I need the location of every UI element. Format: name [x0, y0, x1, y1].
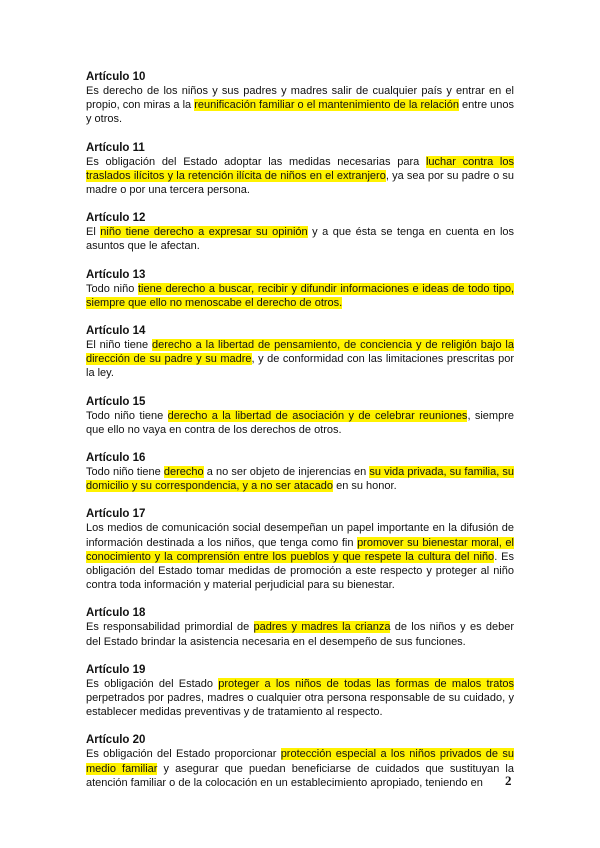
article-title: Artículo 12 [86, 212, 146, 225]
body-text: , y de conformidad con las limitaciones prescritas por la ley. [86, 353, 514, 380]
article-body [86, 225, 514, 253]
article-body [86, 282, 514, 310]
body-text: en su honor. [333, 480, 397, 493]
highlighted-text: padres y madres la crianza [253, 621, 391, 634]
article-block [86, 507, 514, 592]
highlighted-text: tiene derecho a buscar, recibir y difundir informaciones e ideas de todo tipo, siempre que ello no menoscabe el derecho de otros. [86, 282, 514, 309]
articles-list [86, 70, 514, 804]
body-text: Todo niño tiene [86, 409, 168, 422]
article-block [86, 395, 514, 437]
article-title: Artículo 17 [86, 508, 146, 521]
body-text: y a que ésta se tenga en cuenta en los asuntos que le afectan. [86, 226, 515, 253]
body-text: , siempre que ello no vaya en contra de los derechos de otros. [86, 409, 514, 436]
article-title: Artículo 18 [86, 607, 146, 620]
highlighted-text: promover su bienestar moral, el conocimiento y la comprensión entre los pueblos y que respete la cultura del niño [86, 536, 514, 563]
article-body [86, 521, 514, 592]
article-body [86, 465, 514, 493]
highlighted-text: su vida privada, su familia, su domicilio y su correspondencia, y a no ser atacado [86, 466, 514, 493]
article-block [86, 733, 514, 790]
highlighted-text: derecho a la libertad de pensamiento, de conciencia y de religión bajo la dirección de su padre y su madre [86, 339, 514, 366]
body-text: entre unos y otros. [86, 99, 515, 126]
article-title: Artículo 15 [86, 395, 146, 408]
article-block [86, 70, 514, 127]
body-text: perpetrados por padres, madres o cualquier otra persona responsable de su cuidado, y establecer medidas preventivas y de tratamiento al respecto. [86, 692, 514, 719]
article-block [86, 324, 514, 381]
article-block [86, 451, 514, 493]
article-block [86, 268, 514, 310]
article-block [86, 606, 514, 648]
body-text: El [86, 226, 101, 239]
article-title: Artículo 19 [86, 663, 146, 676]
highlighted-text: proteger a los niños de todas las formas de malos tratos [218, 677, 515, 690]
page-number: 2 [505, 773, 512, 788]
article-block [86, 211, 514, 253]
article-body [86, 677, 514, 720]
body-text: de los niños y es deber del Estado brindar la asistencia necesaria en el desempeño de sus funciones. [86, 621, 514, 648]
article-body [86, 155, 514, 198]
article-title: Artículo 16 [86, 452, 146, 465]
highlighted-text: derecho a la libertad de asociación y de celebrar reuniones [167, 409, 468, 422]
article-body [86, 620, 514, 648]
body-text: Es obligación del Estado [86, 677, 219, 690]
body-text: El niño tiene [86, 339, 153, 352]
highlighted-text: reunificación familiar o el mantenimiento de la relación [194, 99, 459, 112]
body-text: Es obligación del Estado adoptar las medidas necesarias para [86, 155, 426, 168]
body-text: , ya sea por su padre o su madre o por una tercera persona. [86, 169, 515, 197]
article-title: Artículo 11 [86, 141, 145, 154]
highlighted-text: protección especial a los niños privados de su medio familiar [86, 748, 514, 775]
body-text: a no ser objeto de injerencias en [203, 466, 370, 479]
article-title: Artículo 14 [86, 325, 146, 338]
article-title: Artículo 10 [86, 71, 146, 83]
body-text: Todo niño tiene [86, 466, 164, 479]
article-body [86, 84, 514, 127]
body-text: y asegurar que puedan beneficiarse de cuidados que sustituyan la atención familiar o de la colocación en un establecimiento apropiado, teniendo en [86, 762, 514, 789]
article-body [86, 409, 514, 437]
body-text: Los medios de comunicación social desempeñan un papel importante en la difusión de información destinada a los niños, que tenga como fin [86, 522, 514, 549]
highlighted-text: derecho [163, 466, 204, 479]
article-block [86, 663, 514, 720]
article-block [86, 141, 514, 198]
highlighted-text: luchar contra los traslados ilícitos y la retención ilícita de niños en el extranjero [86, 155, 514, 182]
article-title: Artículo 13 [86, 268, 146, 281]
article-title: Artículo 20 [86, 734, 146, 747]
body-text: Es obligación del Estado proporcionar [86, 748, 281, 761]
highlighted-text: niño tiene derecho a expresar su opinión [100, 226, 308, 239]
body-text: Es derecho de los niños y sus padres y madres salir de cualquier país y entrar en el propio, con miras a la [86, 85, 514, 112]
body-text: . Es obligación del Estado tomar medidas de promoción a este respecto y proteger al niño contra toda información y material perjudicial para su bienestar. [86, 550, 515, 592]
body-text: Todo niño [86, 282, 138, 295]
body-text: Es responsabilidad primordial de [86, 621, 254, 634]
article-body [86, 338, 514, 381]
article-body [86, 747, 514, 790]
